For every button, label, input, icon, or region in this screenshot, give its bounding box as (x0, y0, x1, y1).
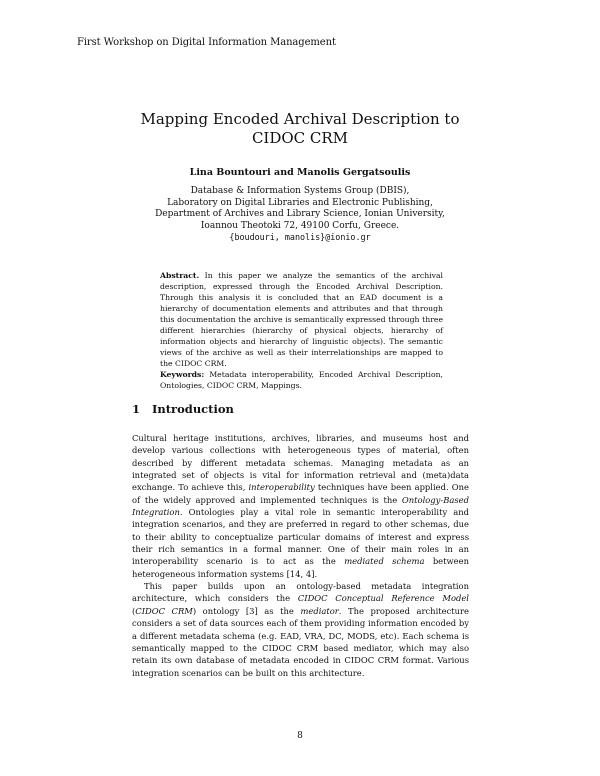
body-paragraph-2 (132, 580, 469, 679)
affiliation-line: Department of Archives and Library Science, Ionian University, (155, 209, 445, 220)
keywords-label: Keywords: (160, 370, 205, 379)
abstract-block (160, 270, 443, 391)
body-text-emphasis: Ontology-Based Integration (132, 494, 469, 518)
title-line-1: Mapping Encoded Archival Description to (140, 110, 460, 128)
body-text-run: This paper builds upon an ontology-based metadata integration architecture, which considers the (132, 581, 469, 604)
keywords-text: Metadata interoperability, Encoded Archival Description, Ontologies, CIDOC CRM, Mappings. (160, 370, 443, 390)
body-text-run: ( (132, 605, 136, 616)
keywords-paragraph (160, 369, 443, 391)
abstract-text: In this paper we analyze the semantics of the archival description, expressed through the Encoded Archival Description. Through this analysis it is concluded that an EAD document is a hierarchy of documentation elements and attributes and that through this documentation the archive is semantically expressed through three different hierarchies (hierarchy of physical objects, hierarchy of information objects and hierarchy of linguistic objects). The semantic views of the archive as well as their interrelationships are mapped to the CIDOC CRM. (160, 271, 443, 368)
body-text-run: . Ontologies play a vital role in semantic interoperability and integration scenarios, and they are preferred in regard to other schemas, due to their ability to conceptualize particular domains of interest and express their rich semantics in a formal manner. One of their main roles in an interoperability scenario is to act as the (132, 507, 469, 567)
section-title: Introduction (152, 402, 234, 416)
paper-title (100, 110, 500, 148)
body-text-emphasis: mediated schema (344, 556, 425, 567)
body-text-run: . The proposed architecture considers a set of data sources each of them providing information encoded by a different metadata schema (e.g. EAD, VRA, DC, MODS, etc). Each schema is semantically mapped to the CIDOC CRM based mediator, which may also retain its own database of metadata encoded in CIDOC CRM format. Various integration scenarios can be built on this architecture. (132, 605, 469, 678)
body-text-emphasis: CIDOC Conceptual Reference Model (297, 593, 469, 604)
author-list: Lina Bountouri and Manolis Gergatsoulis (189, 167, 411, 178)
body-text-run: techniques have been applied. One of the widely approved and implemented techniques is the (132, 482, 469, 505)
page-number: 8 (297, 731, 303, 741)
body-text-run: between heterogeneous information systems [14, 4]. (132, 556, 469, 579)
affiliation-line: Ioannou Theotoki 72, 49100 Corfu, Greece. (200, 220, 400, 231)
affiliation-line: Laboratory on Digital Libraries and Electronic Publishing, (167, 197, 433, 208)
body-text-run: ) ontology [3] as the (192, 605, 301, 616)
body-paragraph-1 (132, 432, 469, 580)
section-number: 1 (132, 402, 141, 416)
affiliation-line: Database & Information Systems Group (DBIS), (190, 186, 410, 196)
author-email: {boudouri, manolis}@ionio.gr (229, 232, 371, 243)
body-text-emphasis: mediator (300, 605, 339, 616)
abstract-label: Abstract. (160, 271, 200, 280)
body-text-emphasis: interoperability (248, 482, 315, 493)
title-line-2: CIDOC CRM (251, 129, 349, 147)
running-head: First Workshop on Digital Information Management (77, 37, 336, 48)
body-text-run: Cultural heritage institutions, archives, libraries, and museums host and develop various collections with heterogeneous types of material, often described by different metadata schemas. Managing metadata as an integrated set of objects is vital for information retrieval and (meta)data exchange. To achieve this, (132, 433, 469, 493)
abstract-paragraph (160, 270, 443, 369)
body-text-emphasis: CIDOC CRM (135, 605, 193, 616)
section-heading (132, 402, 234, 416)
section-body (132, 432, 469, 679)
affiliation-block (100, 186, 500, 244)
